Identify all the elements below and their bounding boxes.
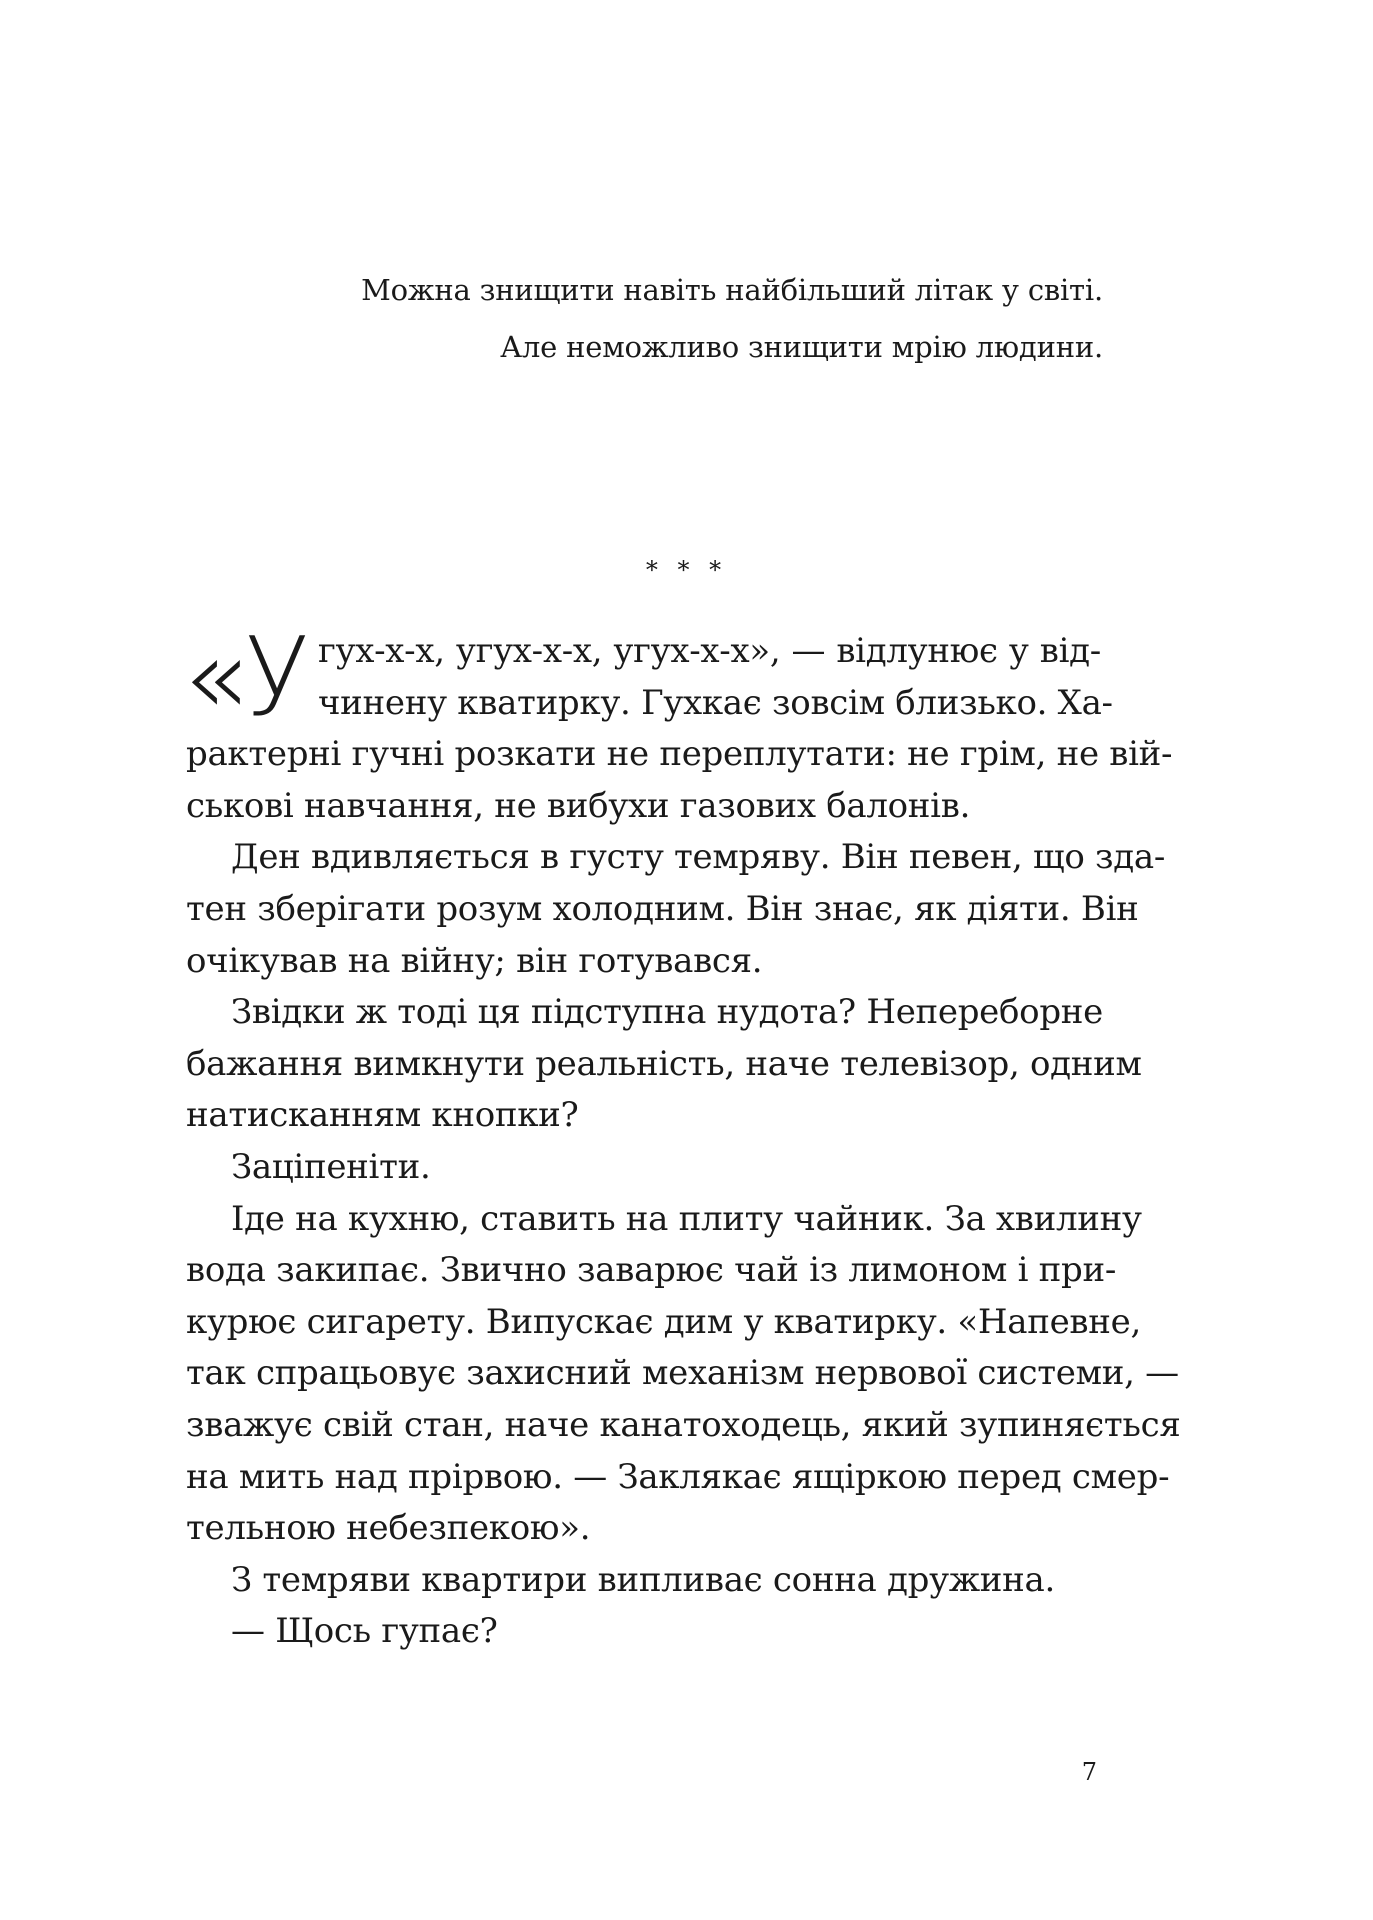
page-number: 7 xyxy=(1081,1758,1097,1786)
text-line: чинену кватирку. Гухкає зовсім близько. Ха- xyxy=(318,682,1113,723)
epigraph xyxy=(203,262,1103,376)
text-line: тельною небезпекою». xyxy=(186,1508,591,1549)
paragraph-1 xyxy=(182,615,1173,832)
text-line: на мить над прірвою. — Заклякає ящіркою перед смер- xyxy=(186,1456,1170,1497)
text-line: Іде на кухню, ставить на плиту чайник. За хвилину xyxy=(231,1198,1142,1239)
paragraph-3 xyxy=(186,987,1142,1142)
text-line: — Щось гупає? xyxy=(231,1611,498,1652)
paragraph-6 xyxy=(186,1555,1101,1607)
text-line: так спрацьовує захисний механізм нервової системи, — xyxy=(186,1353,1179,1394)
text-line: вода закипає. Звично заварює чай із лимоном і при- xyxy=(186,1250,1117,1291)
paragraph-2 xyxy=(186,832,1166,987)
text-line: курює сигарету. Випускає дим у кватирку. «Напевне, xyxy=(186,1301,1141,1342)
text-line: Ден вдивляється в густу темряву. Він певен, що здa- xyxy=(231,837,1166,878)
paragraph-5 xyxy=(186,1194,1181,1555)
epigraph-line-1: Можна знищити навіть найбільший літак у світі. xyxy=(361,273,1103,307)
drop-cap: «У xyxy=(182,615,306,740)
text-line: Заціпеніти. xyxy=(231,1146,431,1187)
chapter-body xyxy=(182,615,1181,1658)
text-line: гух-х-х, угух-х-х, угух-х-х», — відлунює у від- xyxy=(318,631,1101,671)
epigraph-line-2: Але неможливо знищити мрію людини. xyxy=(500,330,1103,364)
text-line: рактерні гучні розкати не переплутати: не грім, не вій- xyxy=(186,734,1173,775)
text-line: ськові навчання, не вибухи газових балонів. xyxy=(186,785,971,826)
text-line: бажання вимкнути реальність, наче телевізор, одним xyxy=(186,1043,1142,1084)
text-line: З темряви квартири випливає сонна дружина. xyxy=(231,1559,1056,1600)
section-separator: * * * xyxy=(645,556,728,584)
text-line: натисканням кнопки? xyxy=(186,1095,579,1136)
text-line: Звідки ж тоді ця підступна нудота? Непереборне xyxy=(231,992,1103,1033)
paragraph-7 xyxy=(186,1606,1101,1658)
text-line: тен зберігати розум холодним. Він знає, як діяти. Він xyxy=(186,888,1139,929)
text-line: очікував на війну; він готувався. xyxy=(186,940,763,981)
paragraph-4 xyxy=(186,1142,1101,1194)
text-line: зважує свій стан, наче канатоходець, який зупиняється xyxy=(186,1404,1181,1445)
